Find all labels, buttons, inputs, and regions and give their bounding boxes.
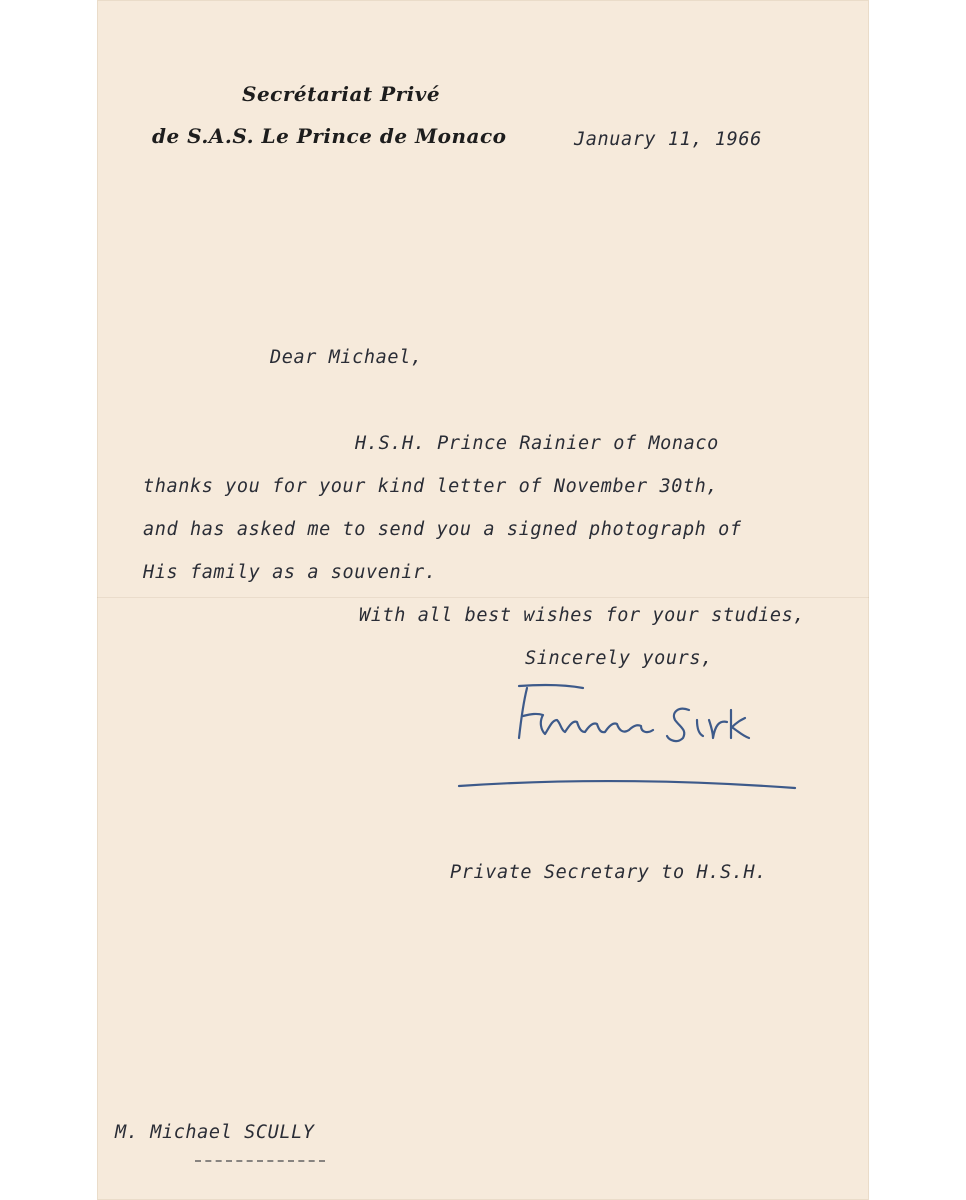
body-line-4: His family as a souvenir. — [143, 562, 437, 583]
letter-sheet — [97, 0, 869, 1200]
signer-title: Private Secretary to H.S.H. — [450, 862, 767, 883]
body-line-1: H.S.H. Prince Rainier of Monaco — [355, 433, 719, 454]
paper-fold — [97, 597, 869, 598]
letter-date: January 11, 1966 — [574, 129, 762, 150]
letterhead — [97, 82, 869, 162]
body-line-3: and has asked me to send you a signed photograph of — [143, 519, 742, 540]
recipient-name: M. Michael SCULLY — [115, 1122, 315, 1143]
closing-line: Sincerely yours, — [525, 648, 713, 669]
handwritten-signature — [457, 680, 797, 800]
recipient-underline — [195, 1160, 325, 1164]
letterhead-line2: de S.A.S. Le Prince de Monaco — [152, 124, 507, 148]
body-line-2: thanks you for your kind letter of November 30th, — [143, 476, 719, 497]
letterhead-line1: Secrétariat Privé — [242, 82, 441, 106]
wishes-line: With all best wishes for your studies, — [359, 605, 806, 626]
salutation: Dear Michael, — [270, 347, 423, 368]
